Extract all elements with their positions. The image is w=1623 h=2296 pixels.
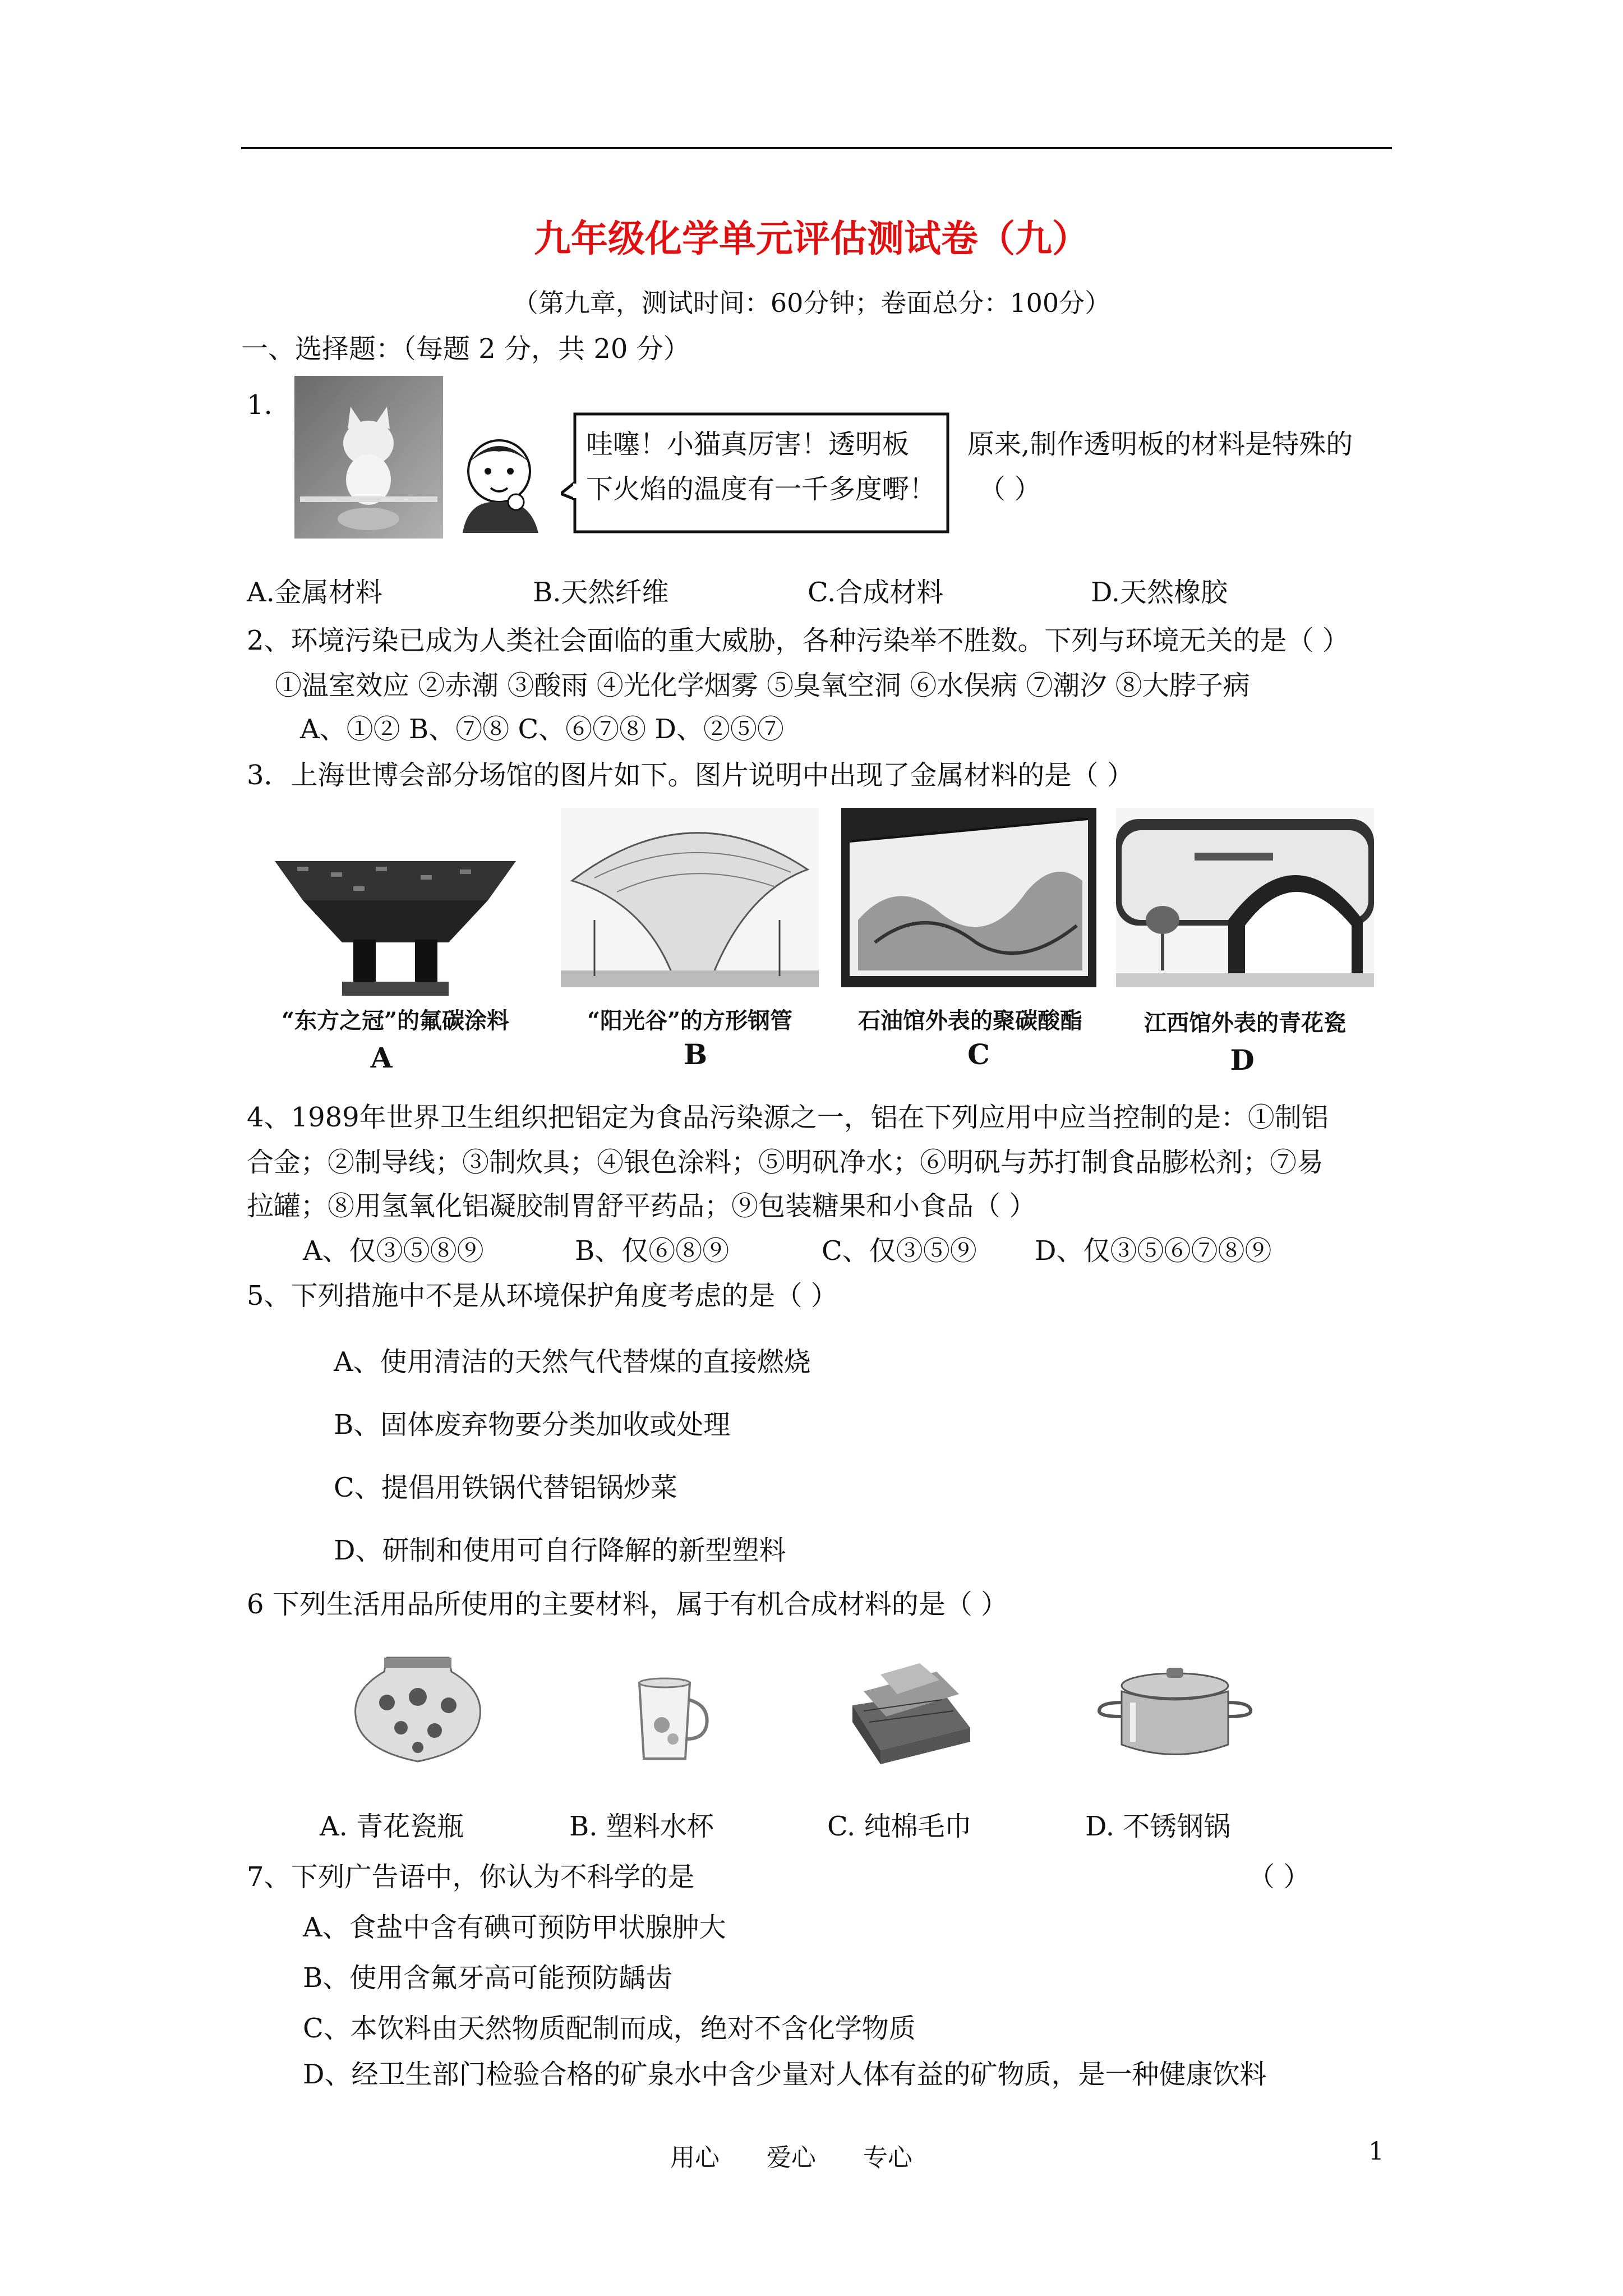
cartoon-boy-icon: [446, 432, 575, 533]
q6-option-a: A. 青花瓷瓶: [320, 1811, 464, 1842]
q4-option-c: C、仅③⑤⑨: [822, 1235, 977, 1267]
q2-items: ①温室效应 ②赤潮 ③酸雨 ④光化学烟雾 ⑤臭氧空洞 ⑥水俣病 ⑦潮汐 ⑧大脖子病: [275, 670, 1250, 701]
q5-option-b: B、固体废弃物要分类加收或处理: [334, 1409, 731, 1441]
q4-line2: 合金；②制导线；③制炊具；④银色涂料；⑤明矾净水；⑥明矾与苏打制食品膨松剂；⑦易: [247, 1147, 1324, 1178]
q4-line3: 拉罐；⑧用氢氧化铝凝胶制胃舒平药品；⑨包装糖果和小食品（ ）: [247, 1190, 1036, 1222]
q3-caption-a: “东方之冠”的氟碳涂料: [281, 1007, 509, 1034]
q3-caption-b: “阳光谷”的方形钢管: [587, 1007, 792, 1034]
q1-number: 1.: [247, 389, 273, 421]
pavilion-a-photo-icon: [264, 811, 527, 996]
q7-option-b: B、使用含氟牙高可能预防龋齿: [303, 1962, 673, 1994]
q7-option-d: D、经卫生部门检验合格的矿泉水中含少量对人体有益的矿物质，是一种健康饮料: [303, 2059, 1267, 2090]
q3-letter-d: D: [1230, 1043, 1255, 1076]
q6-option-b: B. 塑料水杯: [569, 1811, 714, 1842]
q5-option-a: A、使用清洁的天然气代替煤的直接燃烧: [334, 1346, 811, 1378]
q4-option-a: A、仅③⑤⑧⑨: [303, 1235, 484, 1267]
q1-stem: 原来,制作透明板的材料是特殊的: [967, 429, 1353, 460]
cat-photo-icon: [294, 376, 443, 539]
q4-option-b: B、仅⑥⑧⑨: [575, 1235, 730, 1267]
q3-caption-c: 石油馆外表的聚碳酸酯: [858, 1007, 1082, 1034]
section-heading: 一、选择题：（每题 2 分，共 20 分）: [241, 333, 690, 365]
page-subtitle: （第九章，测试时间：60分钟；卷面总分：100分）: [512, 288, 1111, 318]
q6-stem: 6 下列生活用品所使用的主要材料，属于有机合成材料的是（ ）: [247, 1589, 1008, 1620]
q1-bubble-line1: 哇噻！小猫真厉害！透明板: [586, 429, 910, 460]
stainless-pot-icon: [1094, 1663, 1256, 1764]
q3-caption-d: 江西馆外表的青花瓷: [1144, 1010, 1346, 1036]
q4-line1: 4、1989年世界卫生组织把铝定为食品污染源之一，铝在下列应用中应当控制的是：①制铝: [247, 1102, 1329, 1133]
q7-option-c: C、本饮料由天然物质配制而成，绝对不含化学物质: [303, 2013, 916, 2044]
page-title: 九年级化学单元评估测试卷（九）: [534, 217, 1089, 260]
q5-option-d: D、研制和使用可自行降解的新型塑料: [334, 1535, 786, 1566]
q2-stem: 2、环境污染已成为人类社会面临的重大威胁，各种污染举不胜数。下列与环境无关的是（ ）: [247, 625, 1349, 656]
q3-letter-a: A: [370, 1041, 393, 1074]
q1-bubble-line2: 下火焰的温度有一千多度嘢！: [586, 473, 937, 505]
q6-option-c: C. 纯棉毛巾: [827, 1811, 972, 1842]
q7-answer-paren: （ ）: [1248, 1861, 1311, 1893]
porcelain-vase-icon: [348, 1652, 488, 1764]
q1-option-d: D.天然橡胶: [1091, 577, 1228, 608]
pavilion-b-photo-icon: [561, 808, 819, 987]
q7-option-a: A、食盐中含有碘可预防甲状腺肿大: [303, 1912, 726, 1943]
q2-options: A、①② B、⑦⑧ C、⑥⑦⑧ D、②⑤⑦: [300, 714, 784, 745]
cotton-towel-icon: [847, 1660, 976, 1767]
q1-option-c: C.合成材料: [808, 577, 944, 608]
q1-answer-paren: （ ）: [979, 473, 1041, 505]
plastic-cup-icon: [628, 1674, 712, 1764]
q3-letter-b: B: [683, 1038, 708, 1071]
q3-stem: 3．上海世博会部分场馆的图片如下。图片说明中出现了金属材料的是（ ）: [247, 760, 1134, 791]
q5-option-c: C、提倡用铁锅代替铝锅炒菜: [334, 1472, 677, 1503]
header-rule: [241, 147, 1392, 149]
q7-stem: 7、下列广告语中，你认为不科学的是: [247, 1861, 695, 1893]
pavilion-c-photo-icon: [841, 808, 1096, 987]
page-number: 1: [1368, 2137, 1384, 2166]
q4-option-d: D、仅③⑤⑥⑦⑧⑨: [1035, 1235, 1272, 1267]
q1-option-b: B.天然纤维: [533, 577, 669, 608]
q3-letter-c: C: [967, 1038, 990, 1071]
footer-motto: 用心 爱心 专心: [670, 2143, 912, 2172]
pavilion-d-photo-icon: [1116, 808, 1374, 987]
q5-stem: 5、下列措施中不是从环境保护角度考虑的是（ ）: [247, 1280, 838, 1312]
q1-option-a: A.金属材料: [247, 577, 382, 608]
q6-option-d: D. 不锈钢锅: [1085, 1811, 1231, 1842]
